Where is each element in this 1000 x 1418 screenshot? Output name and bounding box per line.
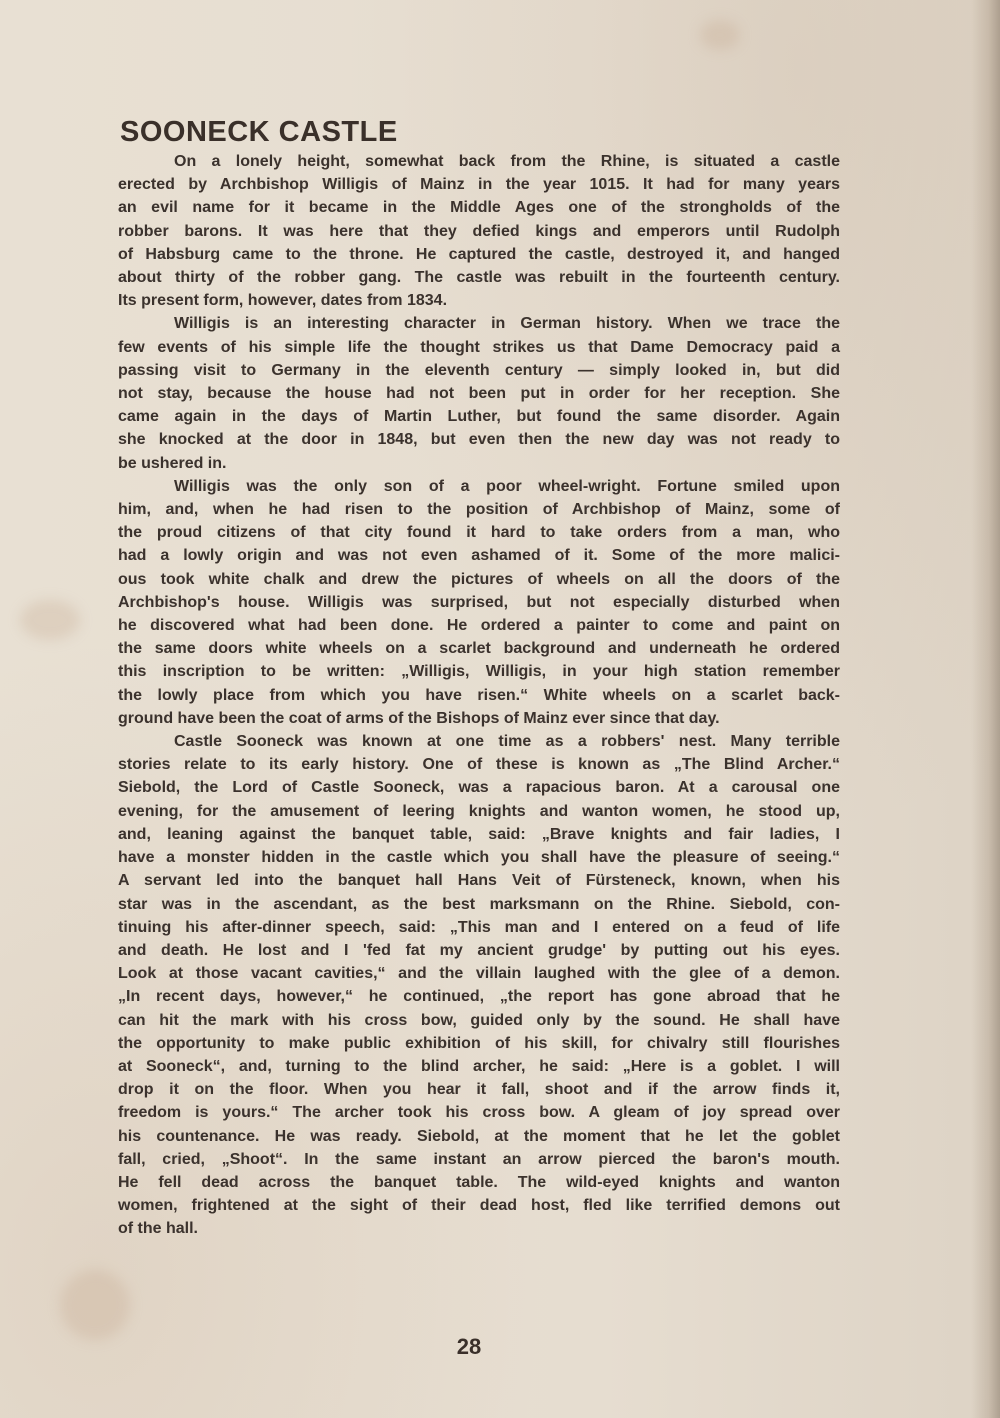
text-line: this inscription to be written: „Willigis, Willigis, in your high station remember — [118, 663, 840, 681]
text-line: „In recent days, however,“ he continued, „the report has gone abroad that he — [118, 988, 840, 1006]
text-line: the opportunity to make public exhibition of his skill, for chivalry still flourishes — [118, 1034, 840, 1052]
text-line: of Habsburg came to the throne. He captured the castle, destroyed it, and hanged — [118, 245, 840, 263]
text-line: erected by Archbishop Willigis of Mainz in the year 1015. It had for many years — [118, 176, 840, 194]
text-line: fall, cried, „Shoot“. In the same instant an arrow pierced the baron's mouth. — [118, 1150, 840, 1168]
text-line: few events of his simple life the thought strikes us that Dame Democracy paid a — [118, 338, 840, 356]
text-line: Willigis was the only son of a poor wheel-wright. Fortune smiled upon — [174, 477, 840, 495]
text-line: A servant led into the banquet hall Hans Veit of Fürsteneck, known, when his — [118, 872, 840, 890]
text-line: at Sooneck“, and, turning to the blind archer, he said: „Here is a goblet. I will — [118, 1057, 840, 1075]
text-line: passing visit to Germany in the eleventh century — simply looked in, but did — [118, 361, 840, 379]
text-line: Its present form, however, dates from 1834. — [118, 292, 448, 310]
text-line: be ushered in. — [118, 454, 227, 472]
text-line: about thirty of the robber gang. The castle was rebuilt in the fourteenth century. — [118, 269, 840, 287]
text-line: she knocked at the door in 1848, but even then the new day was not ready to — [118, 431, 840, 449]
text-line: had a lowly origin and was not even ashamed of it. Some of the more malici- — [118, 547, 840, 565]
article-body — [118, 150, 840, 1241]
text-line: him, and, when he had risen to the position of Archbishop of Mainz, some of — [118, 501, 840, 519]
page-title: SOONECK CASTLE — [120, 116, 398, 148]
text-line: an evil name for it became in the Middle Ages one of the strongholds of the — [118, 199, 840, 217]
text-line: ground have been the coat of arms of the Bishops of Mainz ever since that day. — [118, 709, 720, 727]
text-line: robber barons. It was here that they defied kings and emperors until Rudolph — [118, 222, 840, 240]
text-line: Castle Sooneck was known at one time as a robbers' nest. Many terrible — [174, 733, 840, 751]
page-spine-shadow — [972, 0, 1000, 1418]
text-line: women, frightened at the sight of their dead host, fled like terrified demons out — [118, 1197, 840, 1215]
text-line: star was in the ascendant, as the best marksmann on the Rhine. Siebold, con- — [118, 895, 840, 913]
text-line: the lowly place from which you have risen.“ White wheels on a scarlet back- — [118, 686, 840, 704]
paper-stain — [20, 600, 80, 640]
text-line: drop it on the floor. When you hear it fall, shoot and if the arrow finds it, — [118, 1081, 840, 1099]
text-line: the same doors white wheels on a scarlet background and underneath he ordered — [118, 640, 840, 658]
text-line: Willigis is an interesting character in German history. When we trace the — [174, 315, 840, 333]
text-line: tinuing his after-dinner speech, said: „This man and I entered on a feud of life — [118, 918, 840, 936]
text-line: the proud citizens of that city found it hard to take orders from a man, who — [118, 524, 840, 542]
text-line: and, leaning against the banquet table, said: „Brave knights and fair ladies, I — [118, 825, 840, 843]
text-line: and death. He lost and I 'fed fat my ancient grudge' by putting out his eyes. — [118, 941, 840, 959]
text-line: Archbishop's house. Willigis was surprised, but not especially disturbed when — [118, 593, 840, 611]
text-line: Look at those vacant cavities,“ and the villain laughed with the glee of a demon. — [118, 965, 840, 983]
paper-stain — [60, 1270, 130, 1340]
text-line: He fell dead across the banquet table. The wild-eyed knights and wanton — [118, 1173, 840, 1191]
text-line: came again in the days of Martin Luther, but found the same disorder. Again — [118, 408, 840, 426]
text-line: not stay, because the house had not been put in order for her reception. She — [118, 385, 840, 403]
text-line: Siebold, the Lord of Castle Sooneck, was a rapacious baron. At a carousal one — [118, 779, 840, 797]
text-line: his countenance. He was ready. Siebold, at the moment that he let the goblet — [118, 1127, 840, 1145]
paper-stain — [700, 20, 740, 50]
page-number: 28 — [456, 1334, 482, 1359]
text-line: can hit the mark with his cross bow, guided only by the sound. He shall have — [118, 1011, 840, 1029]
text-line: evening, for the amusement of leering knights and wanton women, he stood up, — [118, 802, 840, 820]
text-line: stories relate to its early history. One of these is known as „The Blind Archer.“ — [118, 756, 840, 774]
text-line: ous took white chalk and drew the pictures of wheels on all the doors of the — [118, 570, 840, 588]
text-line: On a lonely height, somewhat back from the Rhine, is situated a castle — [174, 153, 840, 170]
text-line: he discovered what had been done. He ordered a painter to come and paint on — [118, 617, 840, 635]
text-line: of the hall. — [118, 1220, 198, 1238]
text-line: freedom is yours.“ The archer took his cross bow. A gleam of joy spread over — [118, 1104, 840, 1122]
text-line: have a monster hidden in the castle which you shall have the pleasure of seeing.“ — [118, 849, 840, 867]
